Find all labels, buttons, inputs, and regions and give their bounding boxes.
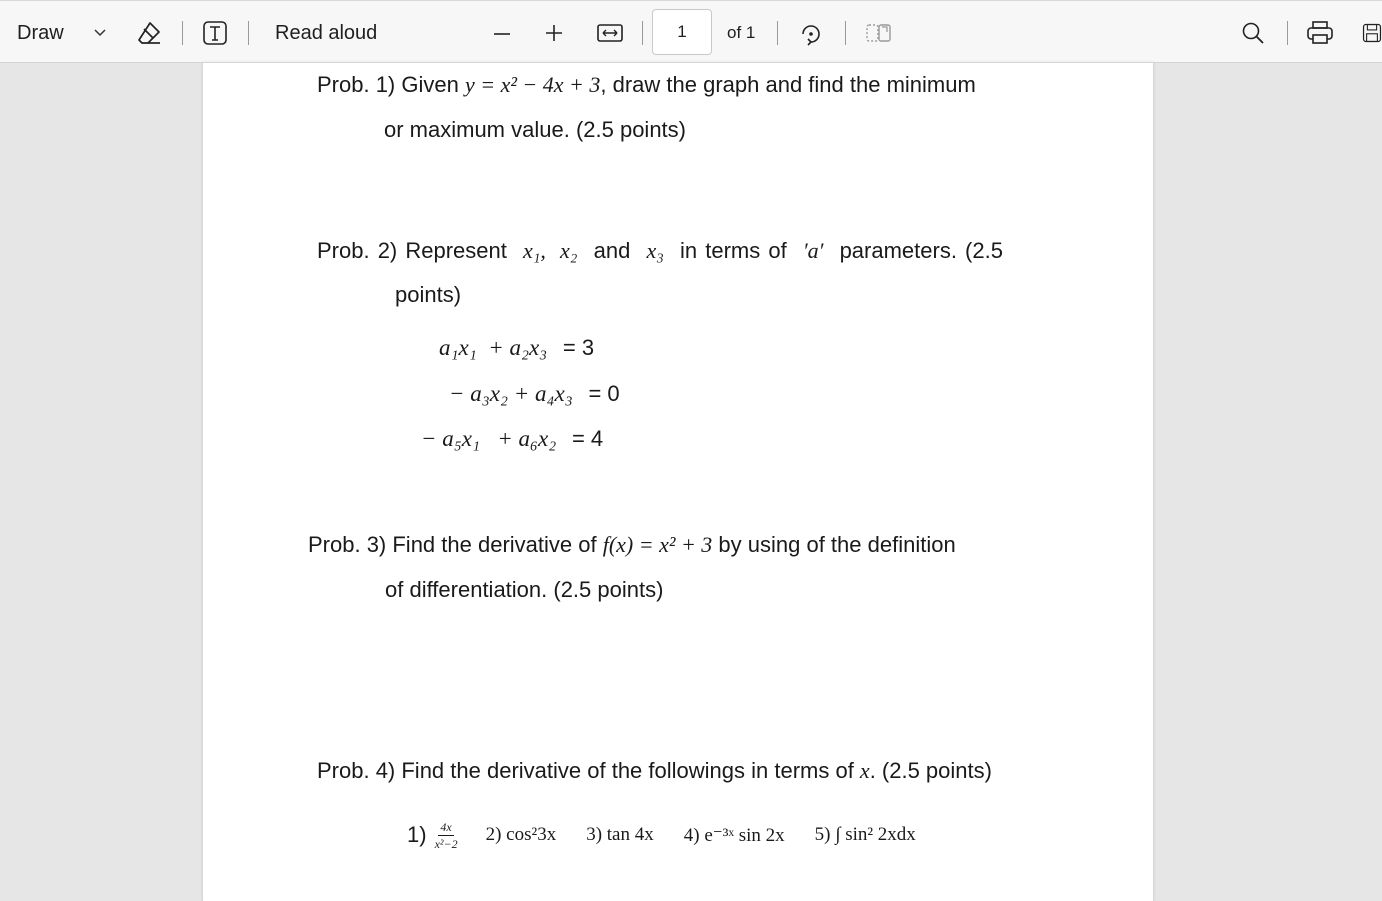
prob2-and: and	[593, 238, 631, 263]
prob4-item2	[486, 824, 557, 846]
eq1-rhs: = 3	[562, 335, 595, 360]
toolbar-separator	[182, 21, 183, 45]
print-icon[interactable]	[1305, 19, 1335, 47]
read-aloud-label: Read aloud	[275, 21, 378, 44]
prob4-item5	[815, 824, 916, 846]
plus-icon[interactable]	[542, 21, 566, 45]
prob2-middle: in terms of	[679, 238, 787, 263]
prob3-prefix: Prob. 3) Find the derivative of	[308, 532, 603, 557]
prob3-line2: of differentiation. (2.5 points)	[385, 577, 664, 602]
prob2-var-x1: x₁,	[523, 238, 546, 263]
toolbar-separator	[248, 21, 249, 45]
prob2-prefix: Prob. 2) Represent	[317, 238, 507, 263]
prob1-line1	[317, 72, 976, 98]
prob4-items	[407, 815, 916, 855]
eq2-lhs: − a₃x₂ + a₄x₃	[449, 381, 573, 406]
prob4-item3	[586, 824, 654, 846]
prob4-item3-text: 3) tan 4x	[586, 824, 654, 845]
page-number-input[interactable]	[652, 9, 712, 55]
prob4-item5-text: 5) ∫ sin² 2xdx	[814, 824, 916, 845]
prob3-suffix: by using of the definition	[712, 532, 956, 557]
chevron-down-icon[interactable]	[92, 25, 108, 41]
eq2-rhs: = 0	[588, 381, 620, 406]
rotate-icon[interactable]	[796, 19, 826, 49]
page-total	[727, 21, 755, 45]
two-page-icon[interactable]	[864, 21, 894, 45]
toolbar-separator	[642, 21, 643, 45]
fraction-denominator: x²−2	[434, 836, 458, 851]
prob1-suffix: , draw the graph and find the minimum	[600, 72, 976, 97]
eq3-lhs: − a₅x₁ + a₆x₂	[421, 426, 557, 451]
minus-icon[interactable]	[490, 21, 514, 45]
eraser-icon[interactable]	[134, 18, 164, 48]
fraction-numerator: 4x	[440, 819, 452, 834]
prob4-item4	[684, 824, 785, 847]
prob2-equation-2	[449, 381, 620, 407]
text-box-icon[interactable]	[201, 19, 229, 47]
prob3-line1	[308, 532, 956, 558]
prob4-var-x: x	[859, 758, 870, 783]
search-icon[interactable]	[1240, 20, 1266, 46]
prob4-prefix: Prob. 4) Find the derivative of the followings in terms of	[317, 758, 860, 783]
toolbar-separator	[777, 21, 778, 45]
prob4-item1-label: 1)	[407, 822, 427, 847]
page-total-label: of 1	[727, 23, 756, 42]
read-aloud-button[interactable]	[275, 19, 377, 47]
prob3-function: f(x) = x² + 3	[602, 532, 713, 557]
eq1-lhs: a₁x₁ + a₂x₃	[439, 335, 548, 360]
prob2-var-x2: x₂	[560, 238, 578, 263]
prob4-item1-fraction	[435, 820, 458, 851]
prob1-prefix: Prob. 1) Given	[317, 72, 465, 97]
pdf-toolbar	[0, 0, 1382, 63]
fit-width-icon[interactable]	[595, 20, 625, 46]
prob2-suffix: parameters. (2.5	[839, 238, 1003, 263]
toolbar-separator	[845, 21, 846, 45]
pdf-page	[203, 63, 1153, 901]
prob1-line2: or maximum value. (2.5 points)	[384, 117, 686, 142]
prob2-param-a: ′a′	[802, 238, 824, 263]
page-number-value: 1	[677, 22, 687, 41]
draw-button[interactable]	[17, 19, 64, 47]
prob2-line1	[317, 238, 1003, 264]
prob4-line1	[317, 758, 992, 784]
toolbar-separator	[1287, 21, 1288, 45]
save-icon[interactable]	[1362, 19, 1382, 47]
draw-label: Draw	[17, 21, 64, 44]
prob4-item4-text: 4) e⁻³ˣ sin 2x	[683, 824, 785, 846]
eq3-rhs: = 4	[571, 426, 604, 451]
prob2-equation-3	[421, 426, 603, 452]
prob1-equation: y = x² − 4x + 3	[464, 72, 601, 97]
prob4-suffix: . (2.5 points)	[869, 758, 992, 783]
prob2-equation-1	[439, 335, 594, 361]
prob2-line2: points)	[395, 282, 462, 307]
prob2-var-x3: x₃	[646, 238, 664, 263]
prob4-item2-text: 2) cos²3x	[485, 824, 557, 845]
